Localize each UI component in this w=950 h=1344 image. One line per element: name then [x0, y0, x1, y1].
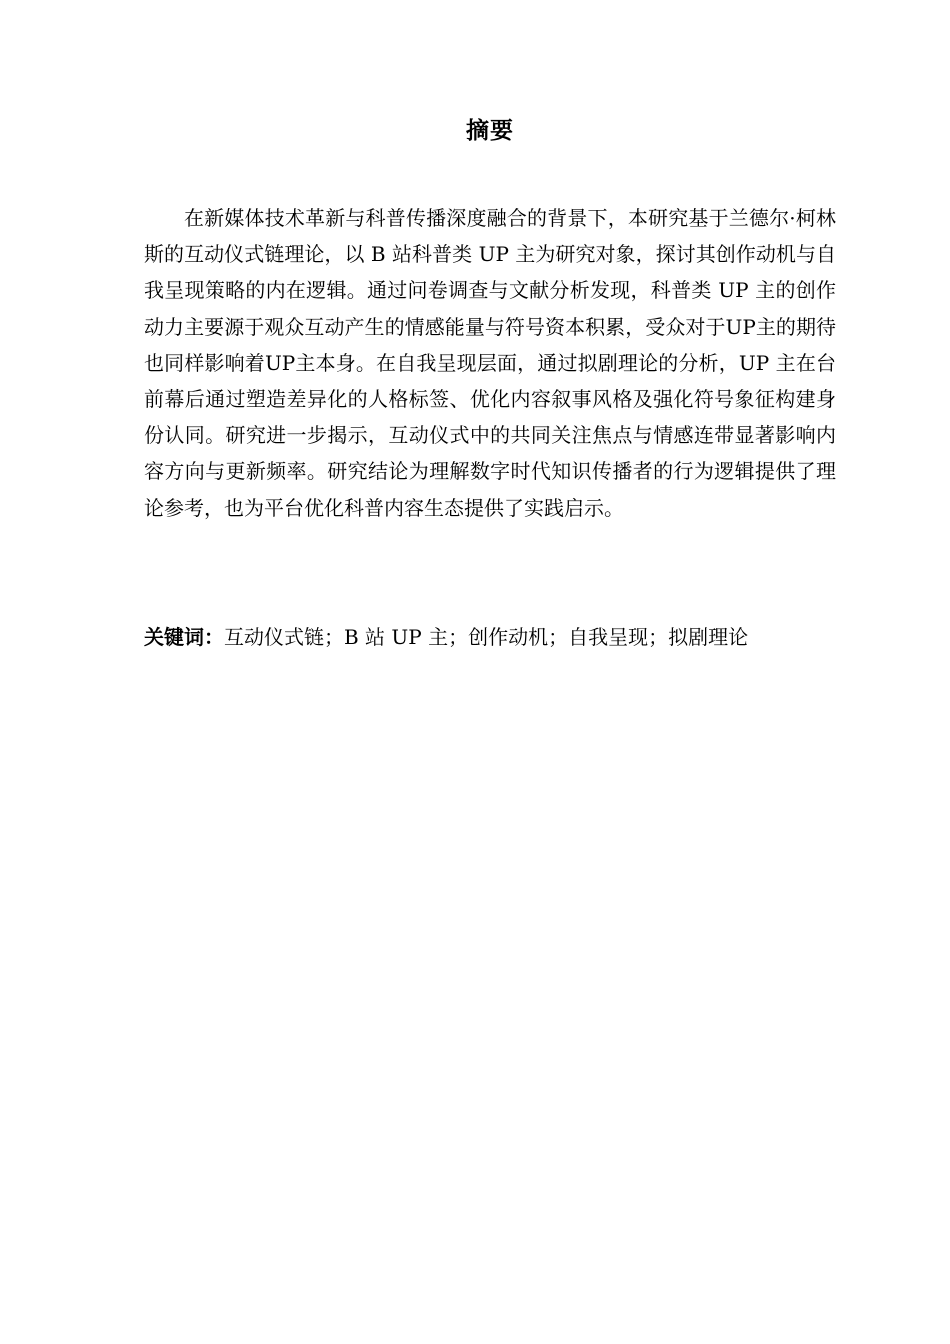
- keywords-label: 关键词：: [144, 625, 224, 649]
- abstract-body: 在新媒体技术革新与科普传播深度融合的背景下，本研究基于兰德尔·柯林斯的互动仪式链理论，以 B 站科普类 UP 主为研究对象，探讨其创作动机与自我呈现策略的内在逻辑。通过问卷调查与文献分析发现，科普类 UP 主的创作动力主要源于观众互动产生的情感能量与符号资本积累，受众对于UP主的期待也同样影响着UP主本身。在自我呈现层面，通过拟剧理论的分析，UP 主在台前幕后通过塑造差异化的人格标签、优化内容叙事风格及强化符号象征构建身份认同。研究进一步揭示，互动仪式中的共同关注焦点与情感连带显著影响内容方向与更新频率。研究结论为理解数字时代知识传播者的行为逻辑提供了理论参考，也为平台优化科普内容生态提供了实践启示。: [144, 206, 836, 520]
- keywords-line: [144, 619, 844, 656]
- keywords-list: 互动仪式链；B 站 UP 主；创作动机；自我呈现；拟剧理论: [224, 625, 749, 649]
- abstract-title: 摘要: [466, 118, 514, 144]
